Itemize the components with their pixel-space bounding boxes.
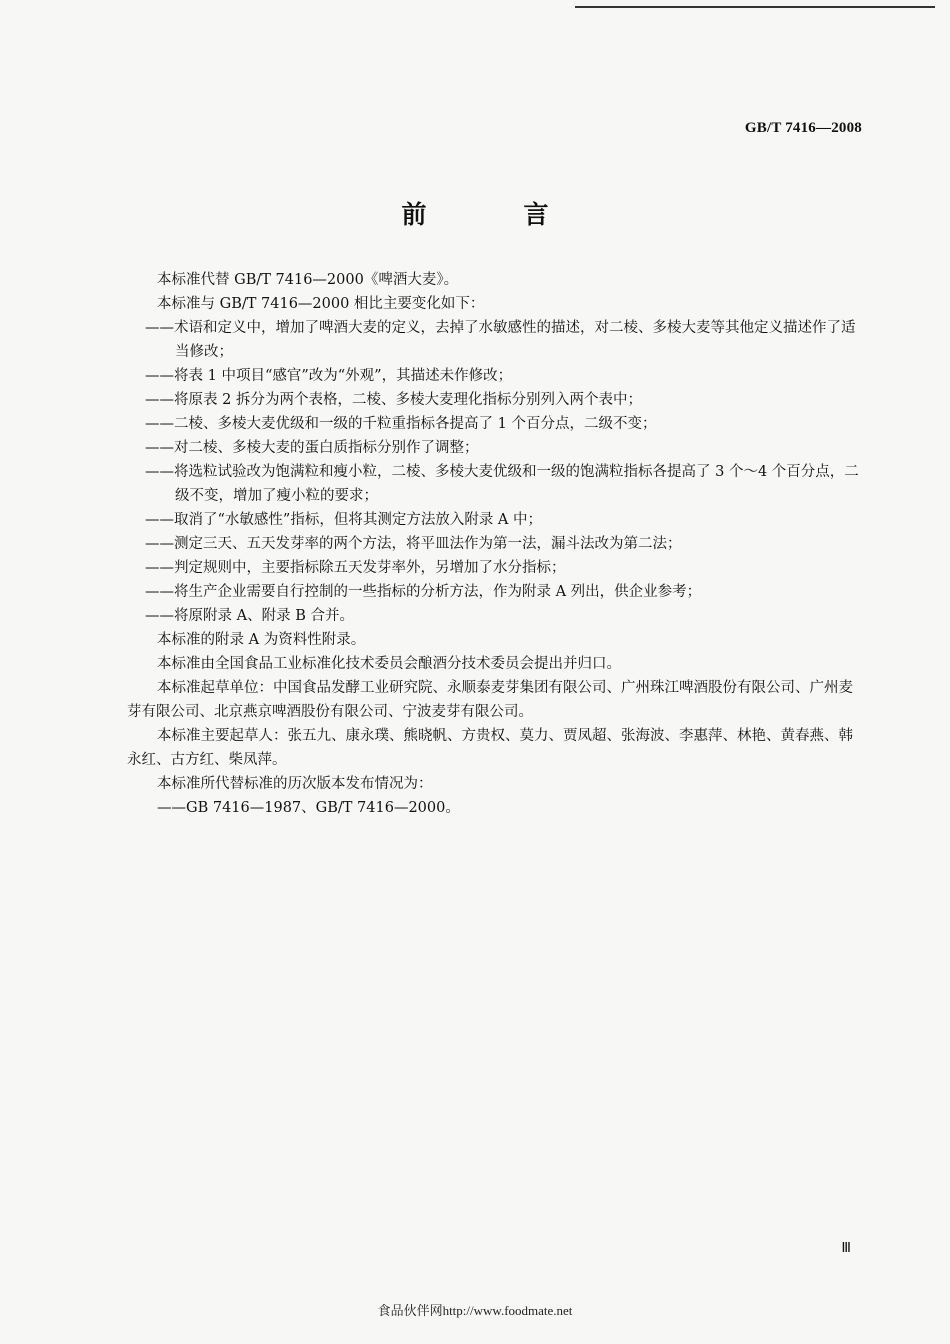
- change-item: ——对二棱、多棱大麦的蛋白质指标分别作了调整；: [145, 440, 479, 456]
- change-item: ——判定规则中，主要指标除五天发芽率外，另增加了水分指标；: [145, 560, 566, 576]
- change-item: ——将生产企业需要自行控制的一些指标的分析方法，作为附录 A 列出，供企业参考；: [145, 584, 702, 600]
- history-item: ——GB 7416—1987、GB/T 7416—2000。: [157, 800, 460, 816]
- document-body: [127, 268, 862, 820]
- change-item: ——将表 1 中项目“感官”改为“外观”，其描述未作修改；: [145, 368, 513, 384]
- paragraph: 本标准的附录 A 为资料性附录。: [157, 632, 366, 648]
- paragraph: 本标准代替 GB/T 7416—2000《啤酒大麦》。: [157, 272, 459, 288]
- paragraph: 本标准与 GB/T 7416—2000 相比主要变化如下：: [157, 296, 485, 312]
- change-item: ——测定三天、五天发芽率的两个方法，将平皿法作为第一法，漏斗法改为第二法；: [145, 536, 682, 552]
- paragraph: 本标准由全国食品工业标准化技术委员会酿酒分技术委员会提出并归口。: [157, 656, 621, 672]
- paragraph: 本标准主要起草人：张五九、康永璞、熊晓帆、方贵权、莫力、贾凤超、张海波、李惠萍、林艳、黄春燕、韩永红、古方红、柴凤萍。: [127, 728, 853, 768]
- change-item: ——取消了“水敏感性”指标，但将其测定方法放入附录 A 中；: [145, 512, 543, 528]
- change-item: ——二棱、多棱大麦优级和一级的千粒重指标各提高了 1 个百分点，二级不变；: [145, 416, 657, 432]
- page-number: Ⅲ: [841, 1241, 851, 1256]
- paragraph: 本标准起草单位：中国食品发酵工业研究院、永顺泰麦芽集团有限公司、广州珠江啤酒股份有限公司、广州麦芽有限公司、北京燕京啤酒股份有限公司、宁波麦芽有限公司。: [127, 680, 853, 720]
- change-item: ——将原附录 A、附录 B 合并。: [145, 608, 354, 624]
- top-edge-line: [575, 6, 935, 8]
- standard-number: GB/T 7416—2008: [744, 120, 862, 136]
- page-title: 前 言: [401, 200, 585, 229]
- footer-watermark: 食品伙伴网http://www.foodmate.net: [377, 1303, 573, 1318]
- change-item: ——将原表 2 拆分为两个表格，二棱、多棱大麦理化指标分别列入两个表中；: [145, 392, 642, 408]
- paragraph: 本标准所代替标准的历次版本发布情况为：: [157, 776, 433, 792]
- change-item: ——将选粒试验改为饱满粒和瘦小粒，二棱、多棱大麦优级和一级的饱满粒指标各提高了 3 个～4 个百分点，二级不变，增加了瘦小粒的要求；: [145, 464, 859, 504]
- change-item: ——术语和定义中，增加了啤酒大麦的定义，去掉了水敏感性的描述，对二棱、多棱大麦等其他定义描述作了适当修改；: [145, 320, 856, 360]
